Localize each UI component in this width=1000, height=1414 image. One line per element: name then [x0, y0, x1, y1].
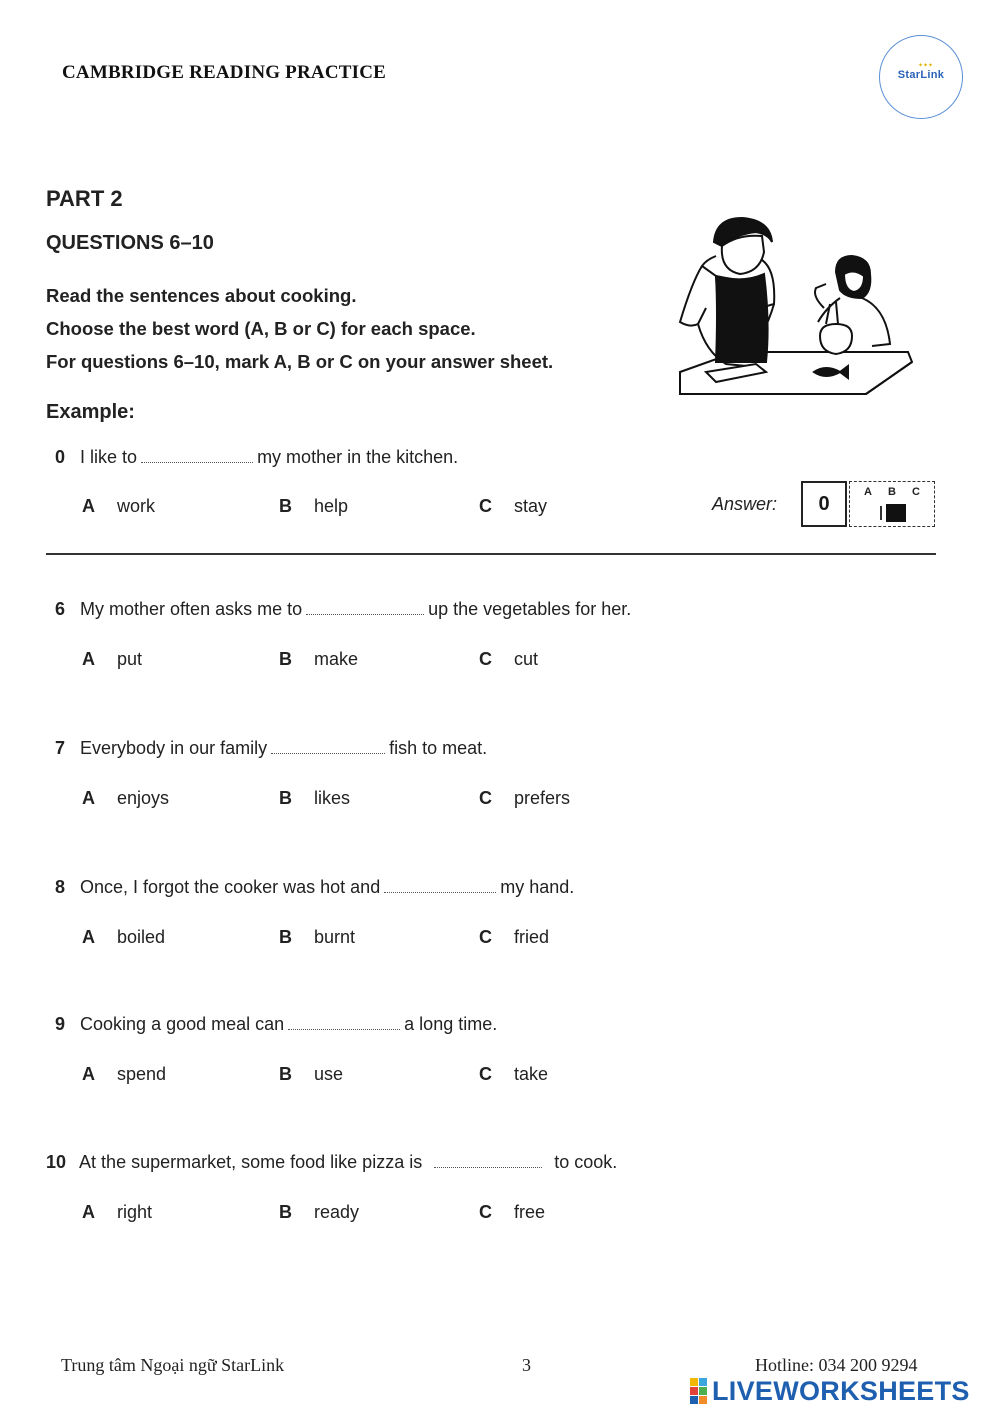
- option-word: free: [514, 1202, 546, 1222]
- option-letter: B: [279, 788, 292, 808]
- option-letter: B: [279, 927, 292, 947]
- option-word: cut: [514, 649, 539, 669]
- question-8: [55, 877, 574, 898]
- question-number: 6: [55, 599, 66, 619]
- answer-grid: [849, 481, 935, 527]
- option-word: boiled: [117, 927, 166, 947]
- q6-option-b[interactable]: [279, 649, 358, 670]
- answer-label: Answer:: [712, 494, 778, 514]
- section-divider: [46, 553, 936, 555]
- option-letter: C: [479, 927, 492, 947]
- answer-blank: [306, 602, 424, 615]
- stars-icon: ✦✦✦: [918, 62, 934, 69]
- option-letter: A: [82, 496, 95, 516]
- option-letter: C: [479, 649, 492, 669]
- option-word: spend: [117, 1064, 167, 1084]
- answer-tick: [880, 506, 882, 520]
- answer-letter-a: A: [864, 486, 872, 498]
- question-text-before: Cooking a good meal can: [80, 1014, 285, 1034]
- document-header-title: CAMBRIDGE READING PRACTICE: [62, 62, 386, 83]
- question-text-before: Once, I forgot the cooker was hot and: [80, 877, 381, 897]
- question-text-after: fish to meat.: [389, 738, 488, 758]
- option-letter: B: [279, 1064, 292, 1084]
- question-9: [55, 1014, 497, 1035]
- footer-center-name: Trung tâm Ngoại ngữ StarLink: [61, 1355, 285, 1375]
- instruction-2: Choose the best word (A, B or C) for each space.: [46, 318, 476, 339]
- answer-letter-b: B: [888, 486, 896, 498]
- q8-option-b[interactable]: [279, 927, 355, 948]
- q9-option-a[interactable]: [82, 1064, 166, 1085]
- option-word: put: [117, 649, 143, 669]
- option-word: use: [314, 1064, 344, 1084]
- option-word: ready: [314, 1202, 360, 1222]
- question-text-before: Everybody in our family: [80, 738, 268, 758]
- option-word: prefers: [514, 788, 571, 808]
- answer-number: 0: [801, 481, 847, 527]
- option-word: enjoys: [117, 788, 170, 808]
- q6-option-c[interactable]: [479, 649, 538, 670]
- option-letter: C: [479, 496, 492, 516]
- question-number: 9: [55, 1014, 66, 1034]
- option-letter: C: [479, 788, 492, 808]
- liveworksheets-watermark: [690, 1374, 990, 1408]
- answer-letter-c: C: [912, 486, 920, 498]
- example-question: [55, 447, 458, 468]
- question-text-after: to cook.: [554, 1152, 618, 1172]
- question-text-after: my mother in the kitchen.: [257, 447, 459, 467]
- starlink-logo: [879, 35, 963, 119]
- question-7: [55, 738, 487, 759]
- option-letter: B: [279, 1202, 292, 1222]
- answer-blank: [271, 741, 385, 754]
- option-word: right: [117, 1202, 153, 1222]
- part-title: PART 2: [46, 186, 123, 211]
- instruction-3: For questions 6–10, mark A, B or C on your answer sheet.: [46, 351, 554, 372]
- q6-option-a[interactable]: [82, 649, 142, 670]
- question-10: [46, 1152, 617, 1173]
- question-text-after: my hand.: [500, 877, 575, 897]
- q9-option-c[interactable]: [479, 1064, 548, 1085]
- question-6: [55, 599, 631, 620]
- option-letter: A: [82, 649, 95, 669]
- logo-text: StarLink: [897, 69, 945, 81]
- answer-mark-b: [886, 504, 906, 522]
- question-text-before: I like to: [80, 447, 138, 467]
- option-word: stay: [514, 496, 548, 516]
- footer-page-number: 3: [522, 1355, 531, 1375]
- option-word: fried: [514, 927, 550, 947]
- option-letter: A: [82, 788, 95, 808]
- option-letter: B: [279, 649, 292, 669]
- option-letter: C: [479, 1064, 492, 1084]
- option-letter: C: [479, 1202, 492, 1222]
- example-option-c: [479, 496, 547, 517]
- questions-title: QUESTIONS 6–10: [46, 232, 214, 254]
- question-text-after: a long time.: [404, 1014, 498, 1034]
- option-word: take: [514, 1064, 549, 1084]
- question-text-before: My mother often asks me to: [80, 599, 303, 619]
- example-label: Example:: [46, 401, 135, 423]
- q7-option-a[interactable]: [82, 788, 169, 809]
- question-number: 10: [46, 1152, 67, 1172]
- q10-option-a[interactable]: [82, 1202, 152, 1223]
- option-letter: B: [279, 496, 292, 516]
- example-option-a: [82, 496, 155, 517]
- watermark-text: LIVEWORKSHEETS: [712, 1376, 970, 1406]
- q8-option-c[interactable]: [479, 927, 549, 948]
- question-text-after: up the vegetables for her.: [428, 599, 632, 619]
- answer-blank: [141, 450, 253, 463]
- answer-box: [801, 481, 935, 529]
- q8-option-a[interactable]: [82, 927, 165, 948]
- q9-option-b[interactable]: [279, 1064, 343, 1085]
- cooking-illustration: [676, 212, 916, 402]
- answer-blank: [384, 880, 496, 893]
- q10-option-c[interactable]: [479, 1202, 545, 1223]
- option-letter: A: [82, 1064, 95, 1084]
- option-word: work: [117, 496, 156, 516]
- liveworksheets-icon: [690, 1378, 708, 1404]
- instruction-1: Read the sentences about cooking.: [46, 285, 357, 306]
- option-word: make: [314, 649, 359, 669]
- q7-option-b[interactable]: [279, 788, 350, 809]
- footer-hotline: Hotline: 034 200 9294: [755, 1355, 918, 1375]
- example-option-b: [279, 496, 348, 517]
- question-number: 7: [55, 738, 66, 758]
- question-number: 8: [55, 877, 66, 897]
- q7-option-c[interactable]: [479, 788, 570, 809]
- option-letter: A: [82, 1202, 95, 1222]
- option-word: likes: [314, 788, 351, 808]
- option-letter: A: [82, 927, 95, 947]
- answer-blank: [288, 1017, 400, 1030]
- q10-option-b[interactable]: [279, 1202, 359, 1223]
- option-word: burnt: [314, 927, 356, 947]
- answer-blank: [434, 1155, 542, 1168]
- option-word: help: [314, 496, 349, 516]
- question-number: 0: [55, 447, 66, 467]
- question-text-before: At the supermarket, some food like pizza is: [79, 1152, 423, 1172]
